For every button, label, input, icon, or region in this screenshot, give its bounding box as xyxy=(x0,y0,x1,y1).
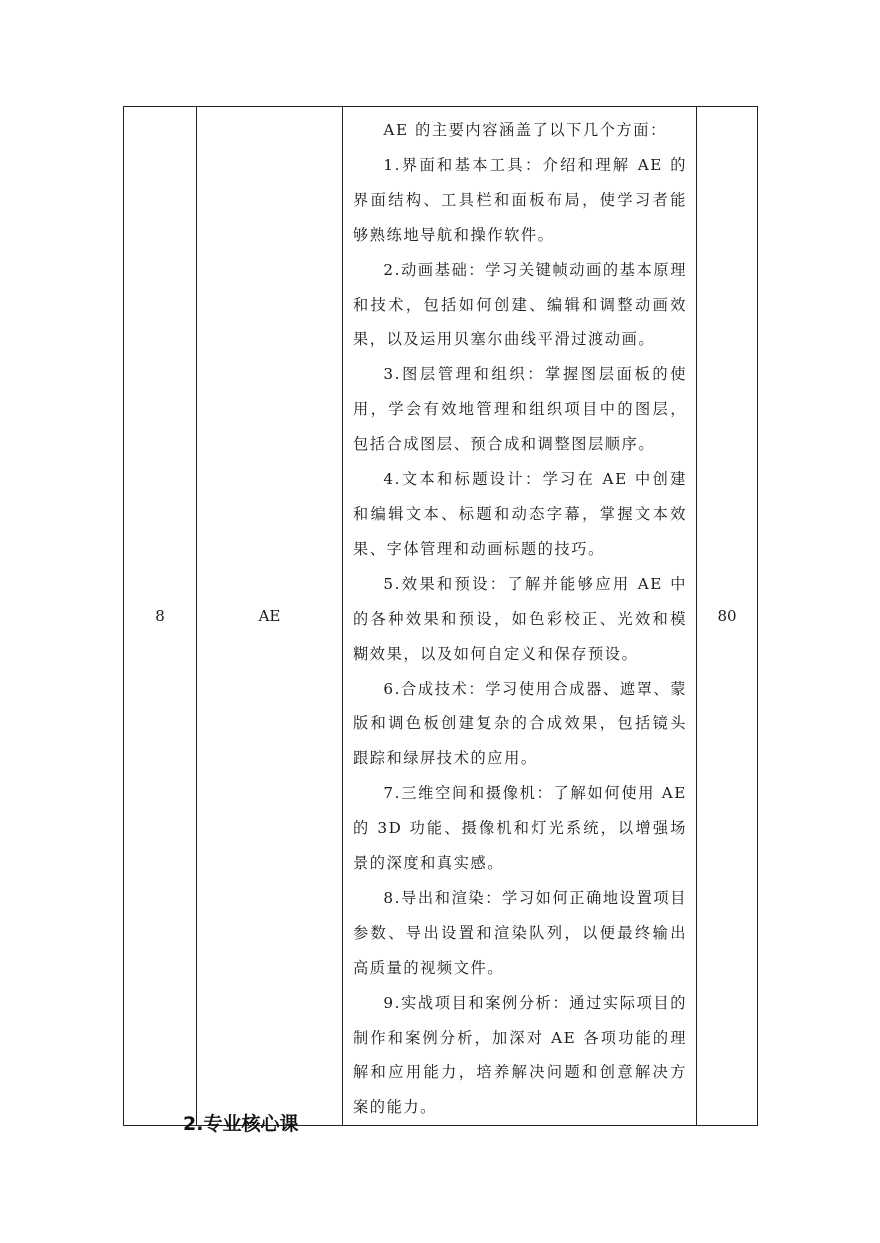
content-item-7: 7.三维空间和摄像机：了解如何使用 AE 的 3D 功能、摄像机和灯光系统，以增强场景的深度和真实感。 xyxy=(353,784,687,873)
content-intro: AE 的主要内容涵盖了以下几个方面： xyxy=(383,121,667,139)
class-hours-cell: 80 xyxy=(697,107,758,1126)
course-content-cell xyxy=(343,107,697,1126)
content-item-2: 2.动画基础：学习关键帧动画的基本原理和技术，包括如何创建、编辑和调整动画效果，以及运用贝塞尔曲线平滑过渡动画。 xyxy=(353,260,687,349)
content-item-8: 8.导出和渲染：学习如何正确地设置项目参数、导出设置和渲染队列，以便最终输出高质量的视频文件。 xyxy=(353,888,687,977)
course-content xyxy=(343,107,696,1125)
course-table xyxy=(123,106,758,1126)
course-name-cell: AE xyxy=(197,107,343,1126)
content-item-3: 3.图层管理和组织：掌握图层面板的使用，学会有效地管理和组织项目中的图层，包括合成图层、预合成和调整图层顺序。 xyxy=(353,365,687,454)
content-item-4: 4.文本和标题设计：学习在 AE 中创建和编辑文本、标题和动态字幕，掌握文本效果、字体管理和动画标题的技巧。 xyxy=(353,470,687,558)
row-index-cell: 8 xyxy=(124,107,197,1126)
table-row xyxy=(124,107,758,1126)
content-item-6: 6.合成技术：学习使用合成器、遮罩、蒙版和调色板创建复杂的合成效果，包括镜头跟踪和绿屏技术的应用。 xyxy=(353,679,687,768)
content-item-1: 1.界面和基本工具：介绍和理解 AE 的界面结构、工具栏和面板布局，使学习者能够熟练地导航和操作软件。 xyxy=(353,155,687,244)
content-item-5: 5.效果和预设：了解并能够应用 AE 中的各种效果和预设，如色彩校正、光效和模糊效果，以及如何自定义和保存预设。 xyxy=(353,574,687,663)
section-heading: 2.专业核心课 xyxy=(183,1113,299,1135)
content-item-9: 9.实战项目和案例分析：通过实际项目的制作和案例分析，加深对 AE 各项功能的理解和应用能力，培养解决问题和创意解决方案的能力。 xyxy=(353,993,687,1117)
